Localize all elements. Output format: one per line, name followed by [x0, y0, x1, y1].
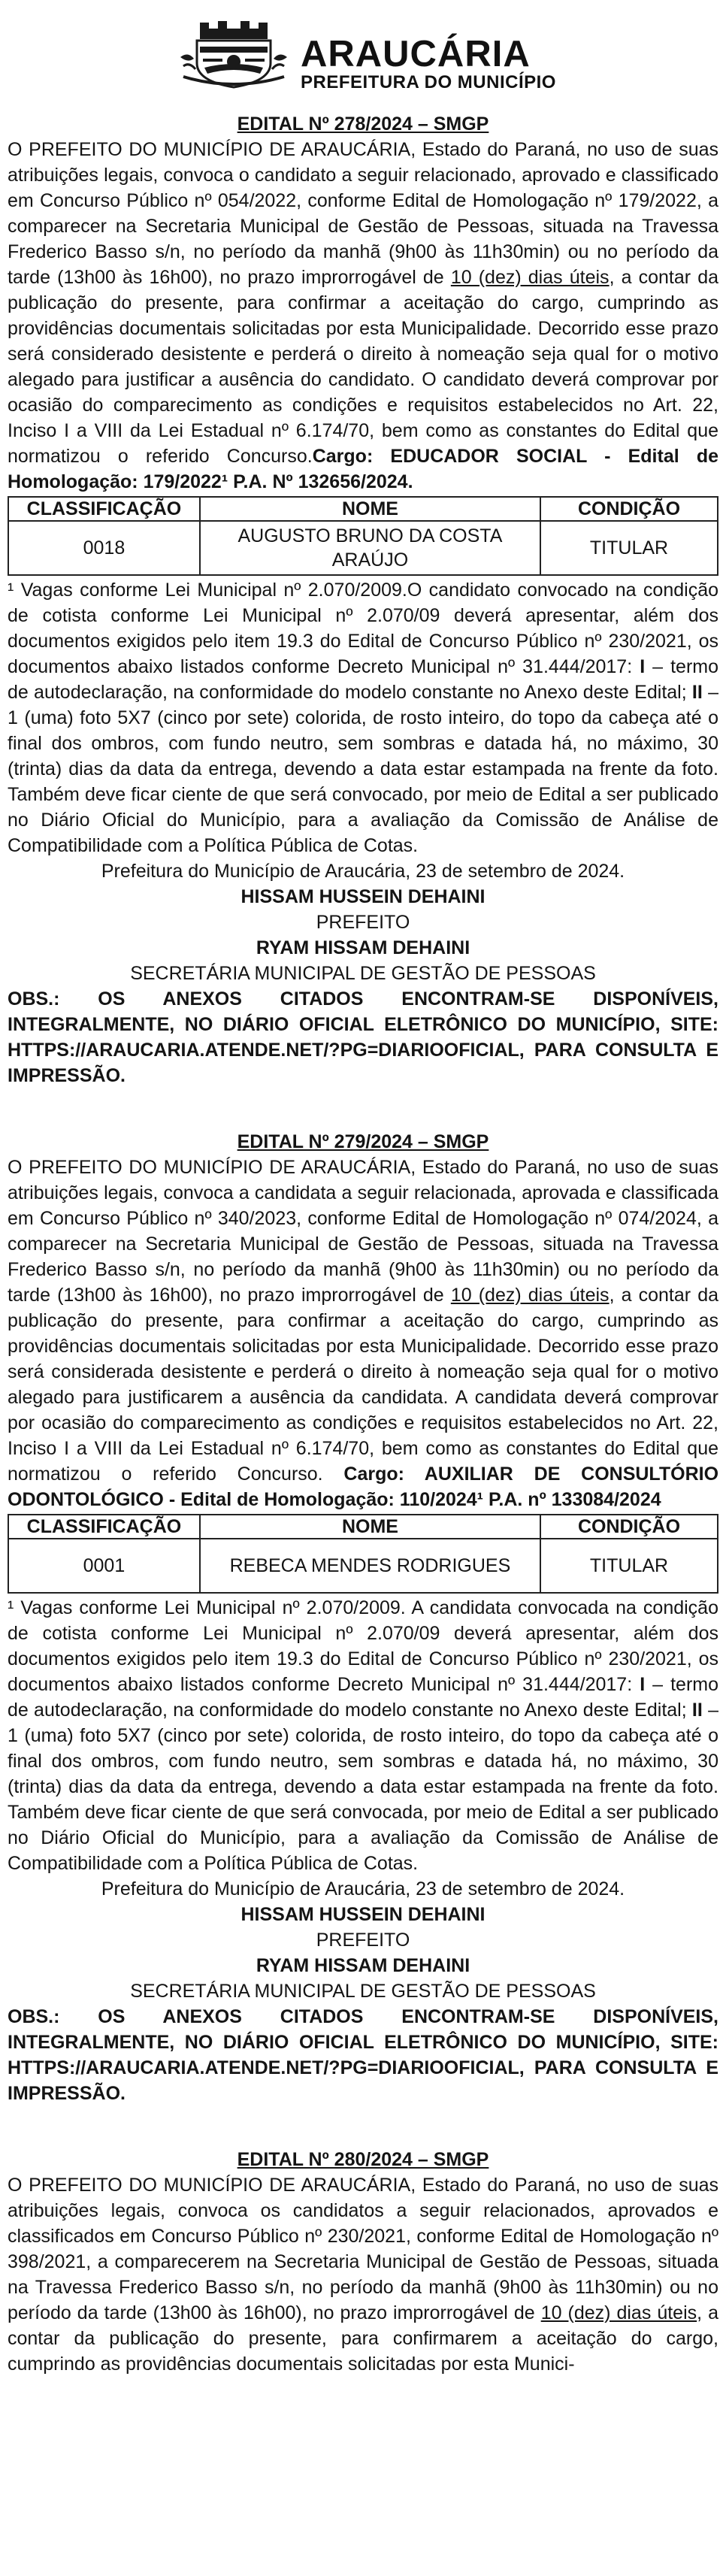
place-date: Prefeitura do Município de Araucária, 23 de setembro de 2024. [101, 1878, 625, 1899]
footnote-text: – 1 (uma) foto 5X7 (cinco por sete) colorida, de rosto inteiro, do topo da cabeça até o final dos ombros, com fundo neutro, sem sombras e datada há, no máximo, 30 (trinta) dias da data da entrega, devendo a data estar estampada na frente da foto. Também deve ficar ciente de que será convocada, por meio de Edital a ser publicado no Diário Oficial do Município, para a avaliação da Comissão de Análise de Compatibilidade com a Política Pública de Cotas. [8, 1700, 718, 1874]
cargo-text: Cargo: AUXILIAR DE CONSULTÓRIO ODONTOLÓGICO - Edital de Homologação: 110/2024¹ P.A. nº 133084/2024 [8, 1464, 719, 1510]
table-row [8, 1539, 718, 1593]
edital-body [8, 1155, 718, 1512]
footnote-text: ¹ Vagas conforme Lei Municipal nº 2.070/2009. A candidata convocada na condição de cotista conforme Lei Municipal nº 2.070/09 deverá apresentar, além dos documentos exigidos pelo item 19.3 do Edital de Concurso Público nº 230/2021, os documentos abaixo listados conforme Decreto Municipal nº 31.444/2017: [8, 1597, 718, 1695]
table-cell: TITULAR [540, 1539, 718, 1593]
candidates-table [8, 496, 718, 576]
deadline-text: 10 (dez) dias úteis [450, 1285, 610, 1306]
deadline-text: 10 (dez) dias úteis [540, 2302, 697, 2323]
item-marker: II [691, 682, 703, 703]
edital-body [8, 2172, 718, 2377]
column-header: CLASSIFICAÇÃO [8, 1515, 200, 1539]
header [0, 0, 726, 92]
table-cell: 0001 [8, 1539, 200, 1593]
obs-note: OBS.: OS ANEXOS CITADOS ENCONTRAM-SE DISPONÍVEIS, INTEGRALMENTE, NO DIÁRIO OFICIAL ELETRÔNICO DO MUNICÍPIO, SITE: HTTPS://ARAUCARIA.ATENDE.NET/?PG=DIARIOOFICIAL, PARA CONSULTA E IMPRESSÃO. [8, 2006, 718, 2104]
body-text: O PREFEITO DO MUNICÍPIO DE ARAUCÁRIA, Estado do Paraná, no uso de suas atribuições legais, convoca o candidato a seguir relacionado, aprovado e classificado em Concurso Público nº 054/2022, conforme Edital de Homologação nº 179/2022, a comparecer na Secretaria Municipal de Gestão de Pessoas, situada na Travessa Frederico Basso s/n, no período da manhã (9h00 às 11h30min) ou no período da tarde (13h00 às 16h00), no prazo improrrogável de [8, 139, 718, 288]
column-header: CONDIÇÃO [540, 497, 718, 521]
edital-section [8, 113, 718, 1088]
edital-section [8, 1131, 718, 2106]
table-header-row [8, 1515, 718, 1539]
table-row [8, 521, 718, 575]
content [8, 113, 718, 2419]
column-header: NOME [200, 497, 540, 521]
signer-name: HISSAM HUSSEIN DEHAINI [240, 886, 486, 907]
body-text: , a contar da publicação do presente, para confirmar a aceitação do cargo, cumprindo as providências documentais solicitadas por esta Municipalidade. Decorrido esse prazo será considerada desistente e perderá o direito à nomeação seja qual for o motivo alegado para justificarem a ausência da candidata. A candidata deverá comprovar por ocasião do comparecimento as condições e requisitos estabelecidos no Art. 22, Inciso I a VIII da Lei Estadual nº 6.174/70, bem como as constantes do Edital que normatizou o referido Concurso. [8, 1285, 719, 1485]
footnote-text: – termo de autodeclaração, na conformidade do modelo constante no Anexo deste Edital; [8, 1674, 718, 1721]
signer-role: SECRETÁRIA MUNICIPAL DE GESTÃO DE PESSOAS [130, 963, 596, 984]
prefeitura-subtitle: PREFEITURA DO MUNICÍPIO [301, 72, 556, 92]
item-marker: I [640, 1674, 646, 1695]
table-cell: AUGUSTO BRUNO DA COSTA ARAÚJO [200, 521, 540, 575]
deadline-text: 10 (dez) dias úteis [450, 267, 610, 288]
municipal-crest-icon [177, 17, 290, 89]
body-text: , a contar da publicação do presente, para confirmar a aceitação do cargo, cumprindo as providências documentais solicitadas por esta Municipalidade. Decorrido esse prazo será considerado desistente e perderá o direito à nomeação seja qual for o motivo alegado para justificar a ausência do candidato. O candidato deverá comprovar por ocasião do comparecimento as condições e requisitos estabelecidos no Art. 22, Inciso I a VIII da Lei Estadual nº 6.174/70, bem como as constantes do Edital que normatizou o referido Concurso. [8, 267, 719, 467]
obs-note: OBS.: OS ANEXOS CITADOS ENCONTRAM-SE DISPONÍVEIS, INTEGRALMENTE, NO DIÁRIO OFICIAL ELETRÔNICO DO MUNICÍPIO, SITE: HTTPS://ARAUCARIA.ATENDE.NET/?PG=DIARIOOFICIAL, PARA CONSULTA E IMPRESSÃO. [8, 988, 718, 1086]
cargo-text: Cargo: EDUCADOR SOCIAL - Edital de Homologação: 179/2022¹ P.A. Nº 132656/2024. [8, 446, 718, 492]
candidates-table [8, 1514, 718, 1594]
item-marker: II [691, 1700, 703, 1721]
body-text: , a contar da publicação do presente, para confirmarem a aceitação do cargo, cumprindo as providências documentais solicitadas por esta Munici- [8, 2302, 719, 2375]
table-cell: REBECA MENDES RODRIGUES [200, 1539, 540, 1593]
footnote-text: – 1 (uma) foto 5X7 (cinco por sete) colorida, de rosto inteiro, do topo da cabeça até o final dos ombros, com fundo neutro, sem sombras e datada há, no máximo, 30 (trinta) dias da data da entrega, devendo a data estar estampada na frente da foto. Também deve ficar ciente de que será convocado, por meio de Edital a ser publicado no Diário Oficial do Município, para a avaliação da Comissão de Análise de Compatibilidade com a Política Pública de Cotas. [8, 682, 718, 856]
table-cell: 0018 [8, 521, 200, 575]
signer-name: RYAM HISSAM DEHAINI [256, 937, 470, 958]
footnote [8, 577, 718, 858]
body-text: O PREFEITO DO MUNICÍPIO DE ARAUCÁRIA, Estado do Paraná, no uso de suas atribuições legais, convoca os candidatos a seguir relacionados, aprovados e classificados em Concurso Público nº 230/2021, conforme Edital de Homologação nº 398/2021, a comparecerem na Secretaria Municipal de Gestão de Pessoas, situada na Travessa Frederico Basso s/n, no período da manhã (9h00 às 11h30min) ou no período da tarde (13h00 às 16h00), no prazo improrrogável de [8, 2175, 718, 2323]
table-cell: TITULAR [540, 521, 718, 575]
body-text: O PREFEITO DO MUNICÍPIO DE ARAUCÁRIA, Estado do Paraná, no uso de suas atribuições legais, convoca a candidata a seguir relacionada, aprovada e classificada em Concurso Público nº 340/2023, conforme Edital de Homologação nº 074/2024, a comparecer na Secretaria Municipal de Gestão de Pessoas, situada na Travessa Frederico Basso s/n, no período da manhã (9h00 às 11h30min) ou no período da tarde (13h00 às 16h00), no prazo improrrogável de [8, 1157, 718, 1306]
edital-section [8, 2148, 718, 2377]
item-marker: I [640, 656, 646, 677]
signer-name: HISSAM HUSSEIN DEHAINI [240, 1904, 486, 1925]
footnote [8, 1595, 718, 1876]
column-header: CLASSIFICAÇÃO [8, 497, 200, 521]
signer-role: SECRETÁRIA MUNICIPAL DE GESTÃO DE PESSOAS [130, 1981, 596, 2002]
edital-body [8, 137, 718, 495]
signer-name: RYAM HISSAM DEHAINI [256, 1955, 470, 1976]
signer-role: PREFEITO [316, 1930, 410, 1951]
city-name: ARAUCÁRIA [301, 34, 531, 74]
table-header-row [8, 497, 718, 521]
edital-title: EDITAL Nº 280/2024 – SMGP [237, 2149, 489, 2170]
signer-role: PREFEITO [316, 912, 410, 933]
edital-title: EDITAL Nº 279/2024 – SMGP [237, 1131, 489, 1152]
footnote-text: ¹ Vagas conforme Lei Municipal nº 2.070/2009.O candidato convocado na condição de cotista conforme Lei Municipal nº 2.070/09 deverá apresentar, além dos documentos exigidos pelo item 19.3 do Edital de Concurso Público nº 230/2021, os documentos abaixo listados conforme Decreto Municipal nº 31.444/2017: [8, 580, 718, 677]
footnote-text: – termo de autodeclaração, na conformidade do modelo constante no Anexo deste Edital; [8, 656, 718, 703]
place-date: Prefeitura do Município de Araucária, 23 de setembro de 2024. [101, 861, 625, 882]
edital-title: EDITAL Nº 278/2024 – SMGP [237, 114, 489, 135]
column-header: NOME [200, 1515, 540, 1539]
column-header: CONDIÇÃO [540, 1515, 718, 1539]
brand [301, 36, 556, 92]
